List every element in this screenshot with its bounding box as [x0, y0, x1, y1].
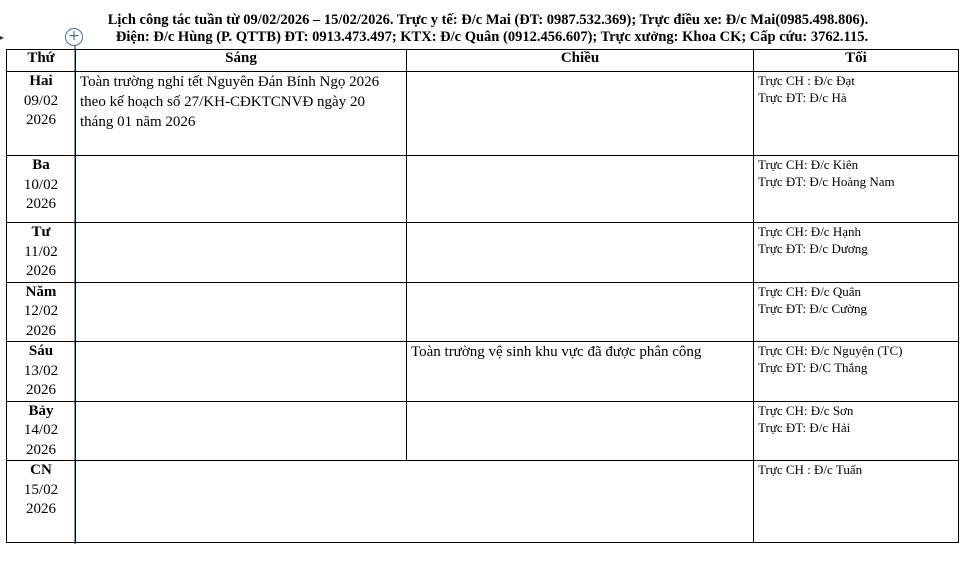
- day-cell: [7, 342, 76, 402]
- table-row: [7, 72, 959, 156]
- day-date: 09/02: [23, 92, 59, 109]
- day-date: 10/02: [23, 176, 59, 193]
- day-name: Bảy: [28, 402, 54, 419]
- day-year: 2026: [26, 263, 56, 279]
- evening-cell: [754, 156, 959, 223]
- evening-duty-dt: Trực ĐT: Đ/C Thắng: [758, 360, 868, 375]
- day-name: Tư: [31, 224, 51, 240]
- day-date: 12/02: [23, 303, 59, 319]
- day-year: 2026: [26, 441, 56, 458]
- day-cell: [7, 401, 76, 461]
- day-year: 2026: [26, 196, 56, 212]
- col-header-afternoon: Chiều: [407, 50, 754, 72]
- morning-cell: [76, 401, 407, 461]
- evening-duty-dt: Trực ĐT: Đ/c Hoàng Nam: [758, 174, 895, 189]
- morning-cell: [76, 223, 407, 283]
- afternoon-cell: [407, 223, 754, 283]
- day-cell: [7, 461, 76, 543]
- col-header-morning: Sáng: [76, 50, 407, 72]
- day-name: Hai: [29, 73, 53, 89]
- col-header-evening: Tối: [754, 50, 959, 72]
- header-line-2: Điện: Đ/c Hùng (P. QTTB) ĐT: 0913.473.497; KTX: Đ/c Quân (0912.456.607); Trực xưởng: Khoa CK; Cấp cứu: 3762.115.: [115, 29, 869, 45]
- table-row: [7, 282, 959, 342]
- evening-duty-ch: Trực CH: Đ/c Quân: [758, 283, 861, 299]
- plus-circle-icon[interactable]: +: [65, 28, 83, 46]
- day-name: CN: [30, 462, 52, 478]
- header-line-1: Lịch công tác tuần từ 09/02/2026 – 15/02/2026. Trực y tế: Đ/c Mai (ĐT: 0987.532.369); Trực điều xe: Đ/c Mai(0985.498.806).: [107, 12, 869, 28]
- evening-cell: [754, 342, 959, 402]
- evening-duty-dt: Trực ĐT: Đ/c Cường: [758, 300, 868, 316]
- day-year: 2026: [26, 322, 56, 339]
- evening-duty-dt: Trực ĐT: Đ/c Dương: [758, 241, 868, 256]
- evening-duty-ch: Trực CH: Đ/c Kiên: [758, 157, 859, 172]
- day-cell: [7, 72, 76, 156]
- day-cell: [7, 223, 76, 283]
- afternoon-cell: Toàn trường vệ sinh khu vực đã được phân công: [407, 342, 754, 402]
- evening-duty-dt: Trực ĐT: Đ/c Hà: [758, 90, 847, 105]
- evening-duty-ch: Trực CH: Đ/c Sơn: [758, 402, 854, 418]
- morning-cell: [76, 156, 407, 223]
- evening-cell: [754, 461, 959, 543]
- morning-cell: [76, 342, 407, 402]
- table-row: [7, 156, 959, 223]
- table-row: [7, 223, 959, 283]
- evening-cell: [754, 72, 959, 156]
- day-date: 14/02: [23, 422, 59, 438]
- afternoon-cell: [407, 282, 754, 342]
- day-date: 15/02: [23, 481, 59, 498]
- afternoon-cell: [407, 156, 754, 223]
- day-cell: [7, 156, 76, 223]
- evening-cell: [754, 223, 959, 283]
- day-year: 2026: [26, 112, 56, 128]
- table-header-row: [7, 50, 959, 72]
- morning-cell: [76, 282, 407, 342]
- morning-afternoon-merged-cell: [76, 461, 754, 543]
- col-header-day: Thứ: [7, 50, 76, 72]
- table-row: [7, 461, 959, 543]
- schedule-header: [0, 12, 976, 46]
- morning-cell: Toàn trường nghỉ tết Nguyên Đán Bính Ngọ 2026 theo kế hoạch số 27/KH-CĐKTCNVĐ ngày 20 tháng 01 năm 2026: [76, 72, 407, 156]
- day-name: Năm: [25, 283, 57, 300]
- evening-duty-ch: Trực CH: Đ/c Hạnh: [758, 224, 861, 239]
- margin-arrow-icon: ▸: [0, 33, 5, 42]
- day-name: Ba: [32, 157, 50, 173]
- evening-duty-dt: Trực ĐT: Đ/c Hải: [758, 419, 851, 435]
- day-date: 11/02: [24, 243, 58, 260]
- table-row: [7, 401, 959, 461]
- evening-duty-ch: Trực CH : Đ/c Tuấn: [758, 462, 863, 477]
- evening-duty-ch: Trực CH: Đ/c Nguyện (TC): [758, 343, 903, 358]
- weekly-schedule-table: [6, 49, 959, 543]
- evening-cell: [754, 401, 959, 461]
- day-name: Sáu: [28, 343, 54, 359]
- afternoon-cell: [407, 401, 754, 461]
- day-cell: [7, 282, 76, 342]
- evening-cell: [754, 282, 959, 342]
- day-date: 13/02: [23, 362, 59, 379]
- day-year: 2026: [26, 501, 56, 517]
- evening-duty-ch: Trực CH : Đ/c Đạt: [758, 73, 855, 88]
- afternoon-cell: [407, 72, 754, 156]
- day-year: 2026: [26, 382, 56, 398]
- table-row: [7, 342, 959, 402]
